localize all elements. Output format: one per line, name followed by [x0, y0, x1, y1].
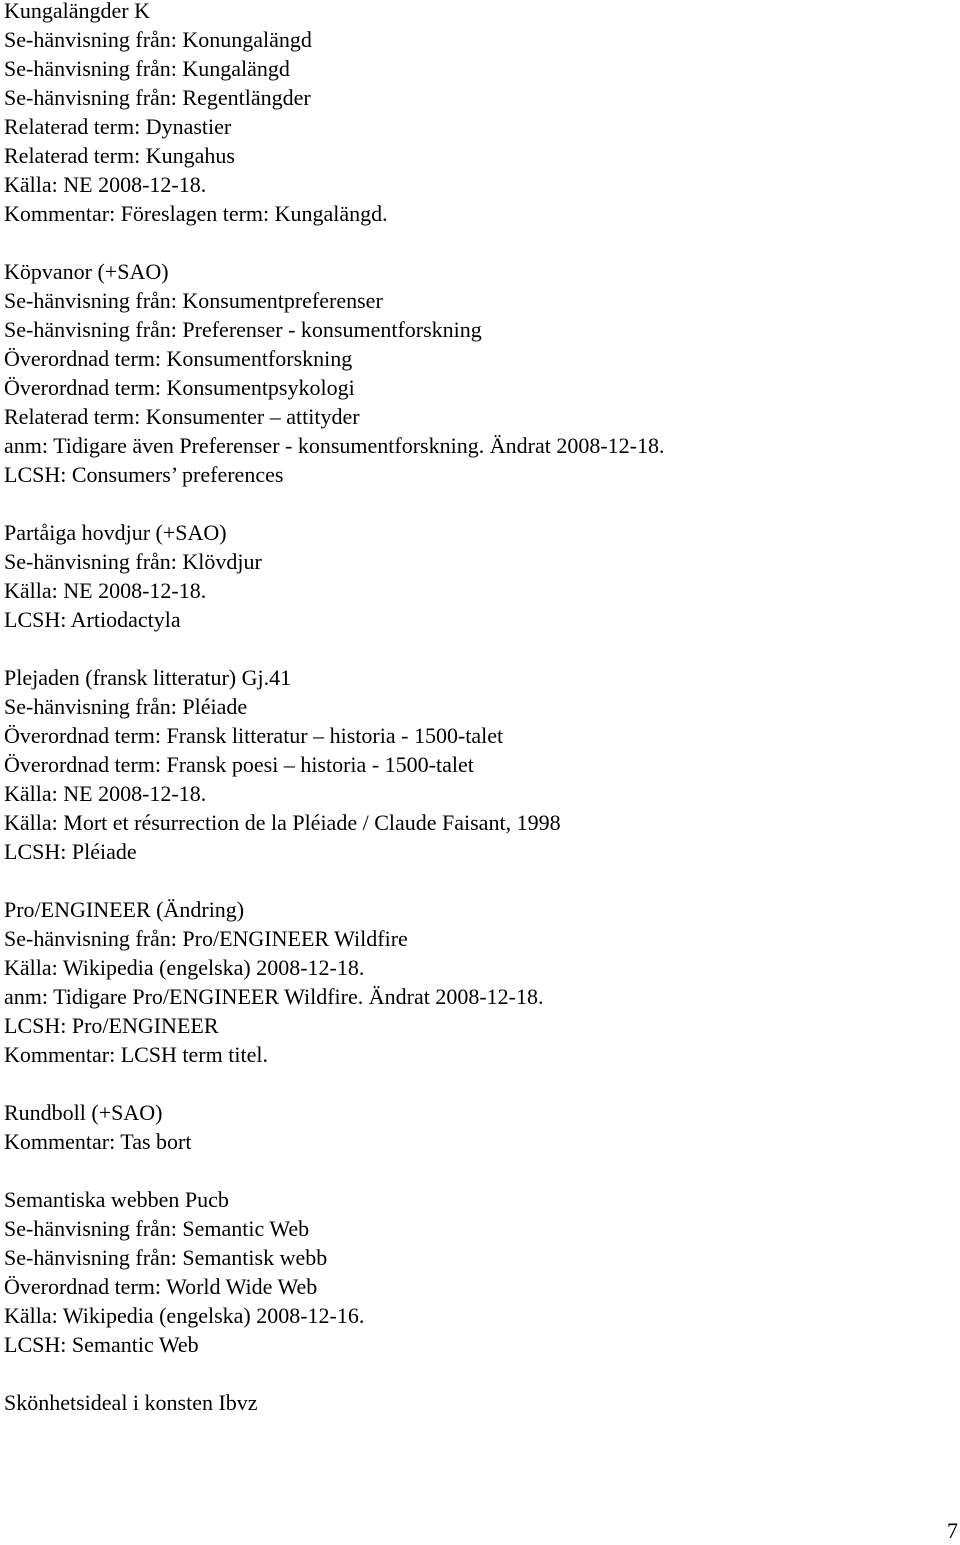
entry-line: LCSH: Consumers’ preferences — [4, 462, 284, 487]
entry-line: Se-hänvisning från: Pléiade — [4, 694, 248, 719]
entry-heading: Rundboll (+SAO) — [4, 1100, 163, 1125]
entry-partaiga-hovdjur — [4, 518, 934, 634]
entry-line: Källa: Wikipedia (engelska) 2008-12-18. — [4, 955, 365, 980]
entry-heading: Köpvanor (+SAO) — [4, 259, 169, 284]
entry-line: LCSH: Pléiade — [4, 839, 137, 864]
entry-line: Se-hänvisning från: Konungalängd — [4, 27, 312, 52]
entry-heading: Skönhetsideal i konsten Ibvz — [4, 1390, 258, 1415]
page-number: 7 — [947, 1518, 958, 1543]
entry-line: anm: Tidigare även Preferenser - konsumentforskning. Ändrat 2008-12-18. — [4, 433, 665, 458]
entry-line: Källa: NE 2008-12-18. — [4, 578, 207, 603]
entry-line: Se-hänvisning från: Kungalängd — [4, 56, 290, 81]
entry-line: Källa: Wikipedia (engelska) 2008-12-16. — [4, 1303, 365, 1328]
entry-line: LCSH: Pro/ENGINEER — [4, 1013, 219, 1038]
entry-line: Överordnad term: Fransk litteratur – historia - 1500-talet — [4, 723, 504, 748]
entry-heading: Semantiska webben Pucb — [4, 1187, 229, 1212]
document-body — [4, 0, 934, 1446]
entry-semantiska-webben — [4, 1185, 934, 1359]
entry-line: Se-hänvisning från: Preferenser - konsumentforskning — [4, 317, 482, 342]
entry-line: Överordnad term: Konsumentforskning — [4, 346, 353, 371]
entry-line: anm: Tidigare Pro/ENGINEER Wildfire. Ändrat 2008-12-18. — [4, 984, 544, 1009]
entry-kopvanor — [4, 257, 934, 489]
entry-line: Relaterad term: Konsumenter – attityder — [4, 404, 360, 429]
entry-pro-engineer — [4, 895, 934, 1069]
entry-line: Se-hänvisning från: Regentlängder — [4, 85, 311, 110]
entry-line: Se-hänvisning från: Semantisk webb — [4, 1245, 328, 1270]
entry-line: Relaterad term: Dynastier — [4, 114, 232, 139]
entry-heading: Plejaden (fransk litteratur) Gj.41 — [4, 665, 292, 690]
entry-heading: Pro/ENGINEER (Ändring) — [4, 897, 245, 922]
entry-line: Kommentar: Tas bort — [4, 1129, 192, 1154]
entry-line: Se-hänvisning från: Konsumentpreferenser — [4, 288, 383, 313]
entry-plejaden — [4, 663, 934, 866]
entry-kungalangder — [4, 0, 934, 228]
entry-line: Källa: Mort et résurrection de la Pléiade / Claude Faisant, 1998 — [4, 810, 561, 835]
entry-line: Källa: NE 2008-12-18. — [4, 781, 207, 806]
entry-line: LCSH: Semantic Web — [4, 1332, 199, 1357]
entry-line: Kommentar: LCSH term titel. — [4, 1042, 268, 1067]
entry-line: Överordnad term: Konsumentpsykologi — [4, 375, 355, 400]
entry-line: Relaterad term: Kungahus — [4, 143, 235, 168]
entry-heading: Partåiga hovdjur (+SAO) — [4, 520, 227, 545]
entry-line: Överordnad term: Fransk poesi – historia - 1500-talet — [4, 752, 474, 777]
entry-line: Se-hänvisning från: Klövdjur — [4, 549, 262, 574]
entry-heading: Kungalängder K — [4, 0, 151, 23]
entry-line: Se-hänvisning från: Semantic Web — [4, 1216, 310, 1241]
entry-line: Överordnad term: World Wide Web — [4, 1274, 318, 1299]
entry-line: Källa: NE 2008-12-18. — [4, 172, 207, 197]
entry-rundboll — [4, 1098, 934, 1156]
entry-line: Kommentar: Föreslagen term: Kungalängd. — [4, 201, 388, 226]
entry-line: LCSH: Artiodactyla — [4, 607, 181, 632]
entry-line: Se-hänvisning från: Pro/ENGINEER Wildfire — [4, 926, 408, 951]
entry-skonhetsideal — [4, 1388, 934, 1417]
